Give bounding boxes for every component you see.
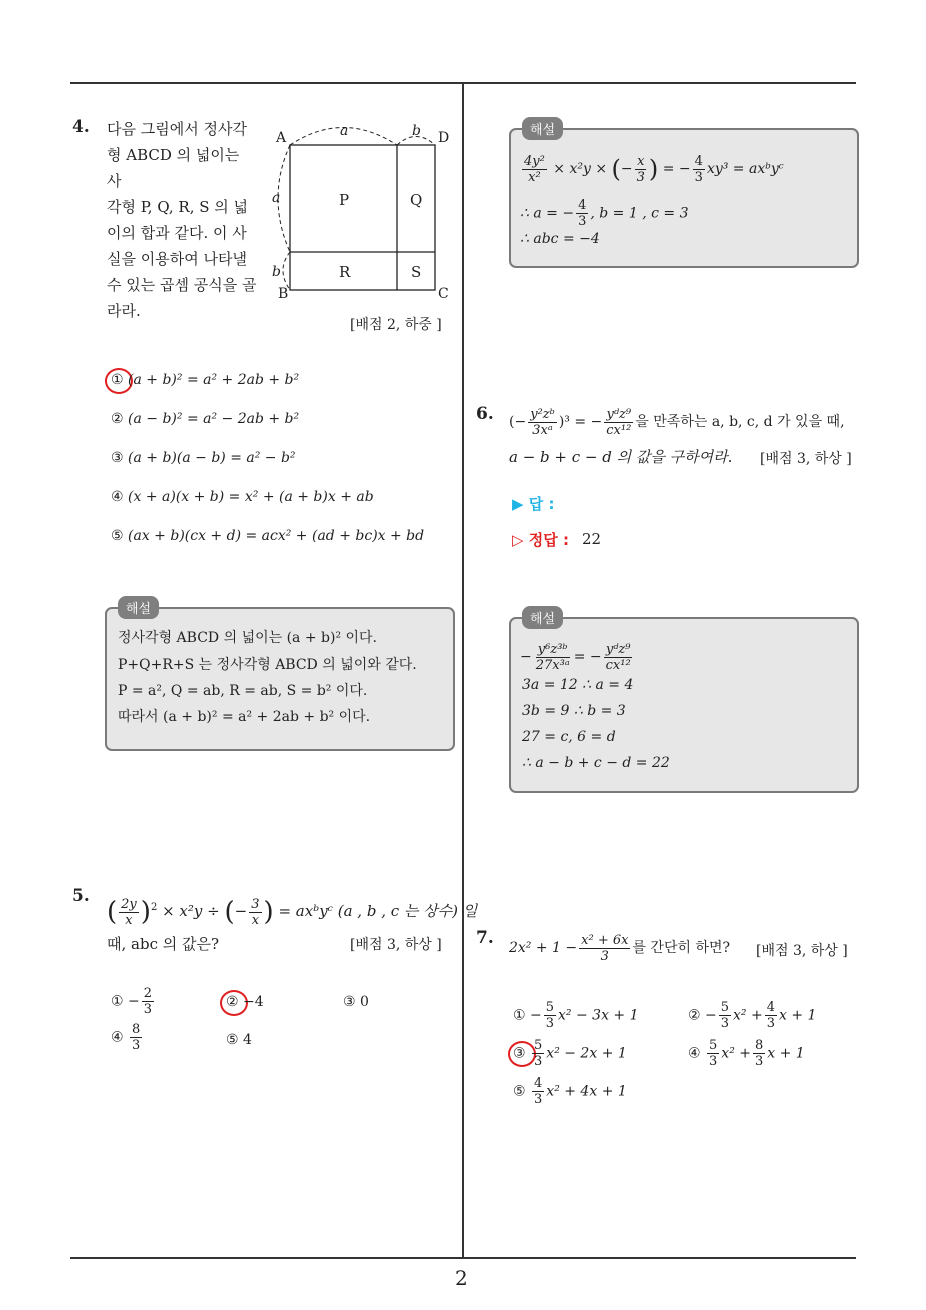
option-1[interactable]: ① − $\frac{5}{3}$ x² − 3x + 1: [513, 1000, 639, 1031]
option-5[interactable]: ⑤ $\frac{4}{3}$ x² + 4x + 1: [513, 1076, 627, 1107]
solution-line-4: 따라서 (a + b)² = a² + 2ab + b² 이다.: [118, 709, 371, 725]
vertex-b-label: B: [278, 286, 289, 302]
solution-line-1: $\frac{\text{4y²}}{\text{x²}}$ × x²y × (− $\frac{x}{3}$ ) = − $\frac{4}{3}$ xy³ = axᵇyᶜ: [524, 153, 784, 185]
solution-line-2: 3a = 12 ∴ a = 4: [522, 677, 634, 693]
option-3[interactable]: ③ $\frac{5}{3}$ x² − 2x + 1: [513, 1038, 627, 1069]
question-text-line-2: a − b + c − d 의 값을 구하여라.: [509, 448, 733, 466]
region-r-label: R: [339, 263, 351, 281]
option-1[interactable]: ① − $\frac{2}{3}$: [111, 986, 153, 1017]
solution-line-3: P = a², Q = ab, R = ab, S = b² 이다.: [118, 683, 368, 699]
answer-prompt: ▶ 답 :: [512, 495, 555, 513]
top-a-label: a: [340, 123, 349, 139]
solution-line-1: − $\frac{\text{y⁶z³ᵇ}}{\text{27x³ᵃ}}$ = − $\frac{\text{yᵈz⁹}}{\text{cx¹²}}$: [520, 641, 631, 673]
solution-line-3: 3b = 9 ∴ b = 3: [522, 703, 626, 719]
solution-tag: 해설: [522, 606, 563, 629]
option-3[interactable]: ③ 0: [343, 994, 369, 1010]
region-p-label: P: [339, 191, 350, 209]
option-3[interactable]: ③ (a + b)(a − b) = a² − b²: [111, 450, 296, 466]
top-b-label: b: [412, 123, 421, 139]
option-4[interactable]: ④ $\frac{5}{3}$ x² + $\frac{8}{3}$ x + 1: [688, 1038, 805, 1069]
square-figure: [268, 120, 458, 310]
vertex-c-label: C: [438, 286, 449, 302]
solution-line-2: ∴ a = − $\frac{4}{3}$ , b = 1 , c = 3: [520, 198, 689, 229]
points-label: [배점 3, 하상 ]: [350, 937, 442, 953]
solution-line-2: P+Q+R+S 는 정사각형 ABCD 의 넓이와 같다.: [118, 657, 417, 673]
option-2[interactable]: ② −4: [226, 994, 264, 1010]
correct-answer-value: 22: [582, 530, 602, 548]
question-number: 6.: [476, 404, 494, 424]
option-4[interactable]: ④ $\frac{8}{3}$: [111, 1022, 141, 1053]
correct-answer-label: ▷ 정답 :: [512, 531, 569, 549]
solution-line-4: 27 = c, 6 = d: [522, 729, 616, 745]
option-1[interactable]: ① (a + b)² = a² + 2ab + b²: [111, 372, 300, 388]
question-expression: (− $\frac{\text{y²zᵇ}}{\text{3xᵃ}}$ )³ = − $\frac{\text{yᵈz⁹}}{\text{cx¹²}}$ 을 만족하는 a, b, c, d 가 있을 때,: [509, 406, 845, 438]
left-a-label: a: [272, 190, 281, 206]
question-text-line-2: 때, abc 의 값은?: [107, 935, 220, 953]
page-number: 2: [455, 1266, 468, 1290]
points-label: [배점 3, 하상 ]: [756, 943, 848, 959]
points-label: [배점 3, 하상 ]: [760, 451, 852, 467]
option-4[interactable]: ④ (x + a)(x + b) = x² + (a + b)x + ab: [111, 489, 374, 505]
region-s-label: S: [411, 263, 422, 281]
option-2[interactable]: ② (a − b)² = a² − 2ab + b²: [111, 411, 300, 427]
solution-line-1: 정사각형 ABCD 의 넓이는 (a + b)² 이다.: [118, 630, 378, 646]
solution-tag: 해설: [522, 117, 563, 140]
option-5[interactable]: ⑤ (ax + b)(cx + d) = acx² + (ad + bc)x + bd: [111, 528, 425, 544]
question-expression: ( $\frac{2y}{x}$ )$^2$ × x²y ÷ (− $\frac{3}{x}$ ) = axᵇyᶜ (a , b , c 는 상수) 일: [107, 896, 478, 928]
question-number: 5.: [72, 886, 90, 906]
region-q-label: Q: [410, 191, 423, 209]
column-divider: [462, 82, 464, 1258]
vertex-a-label: A: [276, 130, 287, 146]
points-label: [배점 2, 하중 ]: [350, 317, 442, 333]
vertex-d-label: D: [438, 130, 450, 146]
solution-line-5: ∴ a − b + c − d = 22: [522, 755, 670, 771]
question-expression: 2x² + 1 − $\frac{\text{x² + 6x}}{3}$ 를 간단히 하면?: [509, 932, 731, 964]
question-text: 다음 그림에서 정사각 형 ABCD 의 넓이는 사 각형 P, Q, R, S 의 넓 이의 합과 같다. 이 사 실을 이용하여 나타낼 수 있는 곱셈 공식을 골 라라.: [107, 120, 257, 320]
left-b-label: b: [272, 264, 281, 280]
option-5[interactable]: ⑤ 4: [226, 1032, 252, 1048]
option-2[interactable]: ② − $\frac{5}{3}$ x² + $\frac{4}{3}$ x + 1: [688, 1000, 817, 1031]
solution-tag: 해설: [118, 596, 159, 619]
question-number: 7.: [476, 928, 494, 948]
solution-line-3: ∴ abc = −4: [520, 231, 600, 247]
question-number: 4.: [72, 117, 90, 137]
